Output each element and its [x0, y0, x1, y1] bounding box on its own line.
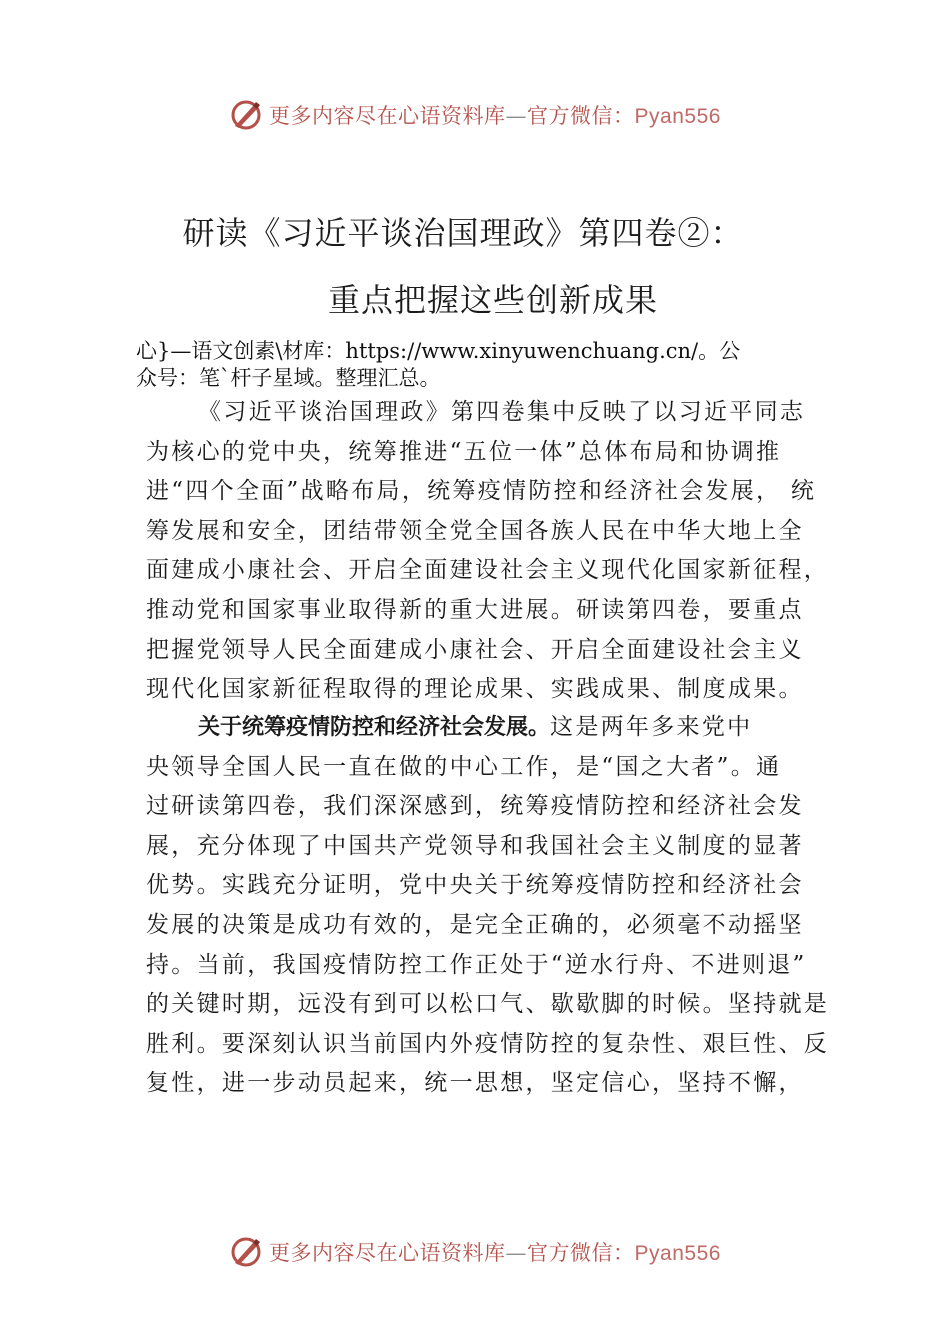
text-line: 优势。实践充分证明，党中央关于统筹疫情防控和经济社会 — [146, 872, 804, 899]
pen-logo-icon — [229, 98, 263, 132]
text-line: 现代化国家新征程取得的理论成果、实践成果、制度成果。 — [146, 676, 804, 703]
text-line: 进“四个全面”战略布局，统筹疫情防控和经济社会发展， 统 — [146, 478, 817, 505]
text-line: 为核心的党中央，统筹推进“五位一体”总体布局和协调推 — [146, 438, 782, 465]
source-note — [136, 338, 836, 392]
pen-logo-icon — [229, 1235, 263, 1269]
paragraph-epidemic — [146, 708, 830, 1104]
text-line: 《习近平谈治国理政》第四卷集中反映了以习近平同志 — [198, 399, 806, 425]
text-line: 推动党和国家事业取得新的重大进展。研读第四卷，要重点 — [146, 596, 804, 623]
source-note-line: 众号：笔`杆子星域。整理汇总。 — [136, 366, 441, 390]
text-line: 持。当前，我国疫情防控工作正处于“逆水行舟、不进则退” — [146, 951, 807, 978]
text-line: 胜利。要深刻认识当前国内外疫情防控的复杂性、艰巨性、反 — [146, 1030, 830, 1057]
header-banner — [0, 95, 950, 135]
text-line: 把握党领导人民全面建成小康社会、开启全面建设社会主义 — [146, 636, 804, 663]
paragraph-intro — [146, 393, 830, 710]
section-heading: 关于统筹疫情防控和经济社会发展。 — [198, 715, 551, 740]
source-note-line: 心}—语文创素\材库：https://www.xinyuwenchuang.cn/。公 — [136, 339, 741, 363]
document-title-line-2: 重点把握这些创新成果 — [327, 281, 658, 319]
footer-banner — [0, 1232, 950, 1272]
text-line: 过研读第四卷，我们深深感到，统筹疫情防控和经济社会发 — [146, 793, 804, 820]
document-title-line-1: 研读《习近平谈治国理政》第四卷②： — [182, 214, 744, 252]
text-line: 筹发展和安全，团结带领全党全国各族人民在中华大地上全 — [146, 517, 804, 544]
text-line: 复性，进一步动员起来，统一思想，坚定信心，坚持不懈， — [146, 1070, 804, 1097]
text-line: 关于统筹疫情防控和经济社会发展。这是两年多来党中 — [198, 714, 753, 740]
text-line: 展，充分体现了中国共产党领导和我国社会主义制度的显著 — [146, 832, 804, 859]
text-line: 发展的决策是成功有效的，是完全正确的，必须毫不动摇坚 — [146, 911, 804, 938]
text-line: 的关键时期，远没有到可以松口气、歇歇脚的时候。坚持就是 — [146, 991, 830, 1018]
text-line: 面建成小康社会、开启全面建设社会主义现代化国家新征程， — [146, 557, 830, 584]
banner-text: 更多内容尽在心语资料库—官方微信：Pyan556 — [269, 104, 721, 128]
text-line: 央领导全国人民一直在做的中心工作，是“国之大者”。通 — [146, 753, 782, 780]
banner-text: 更多内容尽在心语资料库—官方微信：Pyan556 — [269, 1241, 721, 1265]
